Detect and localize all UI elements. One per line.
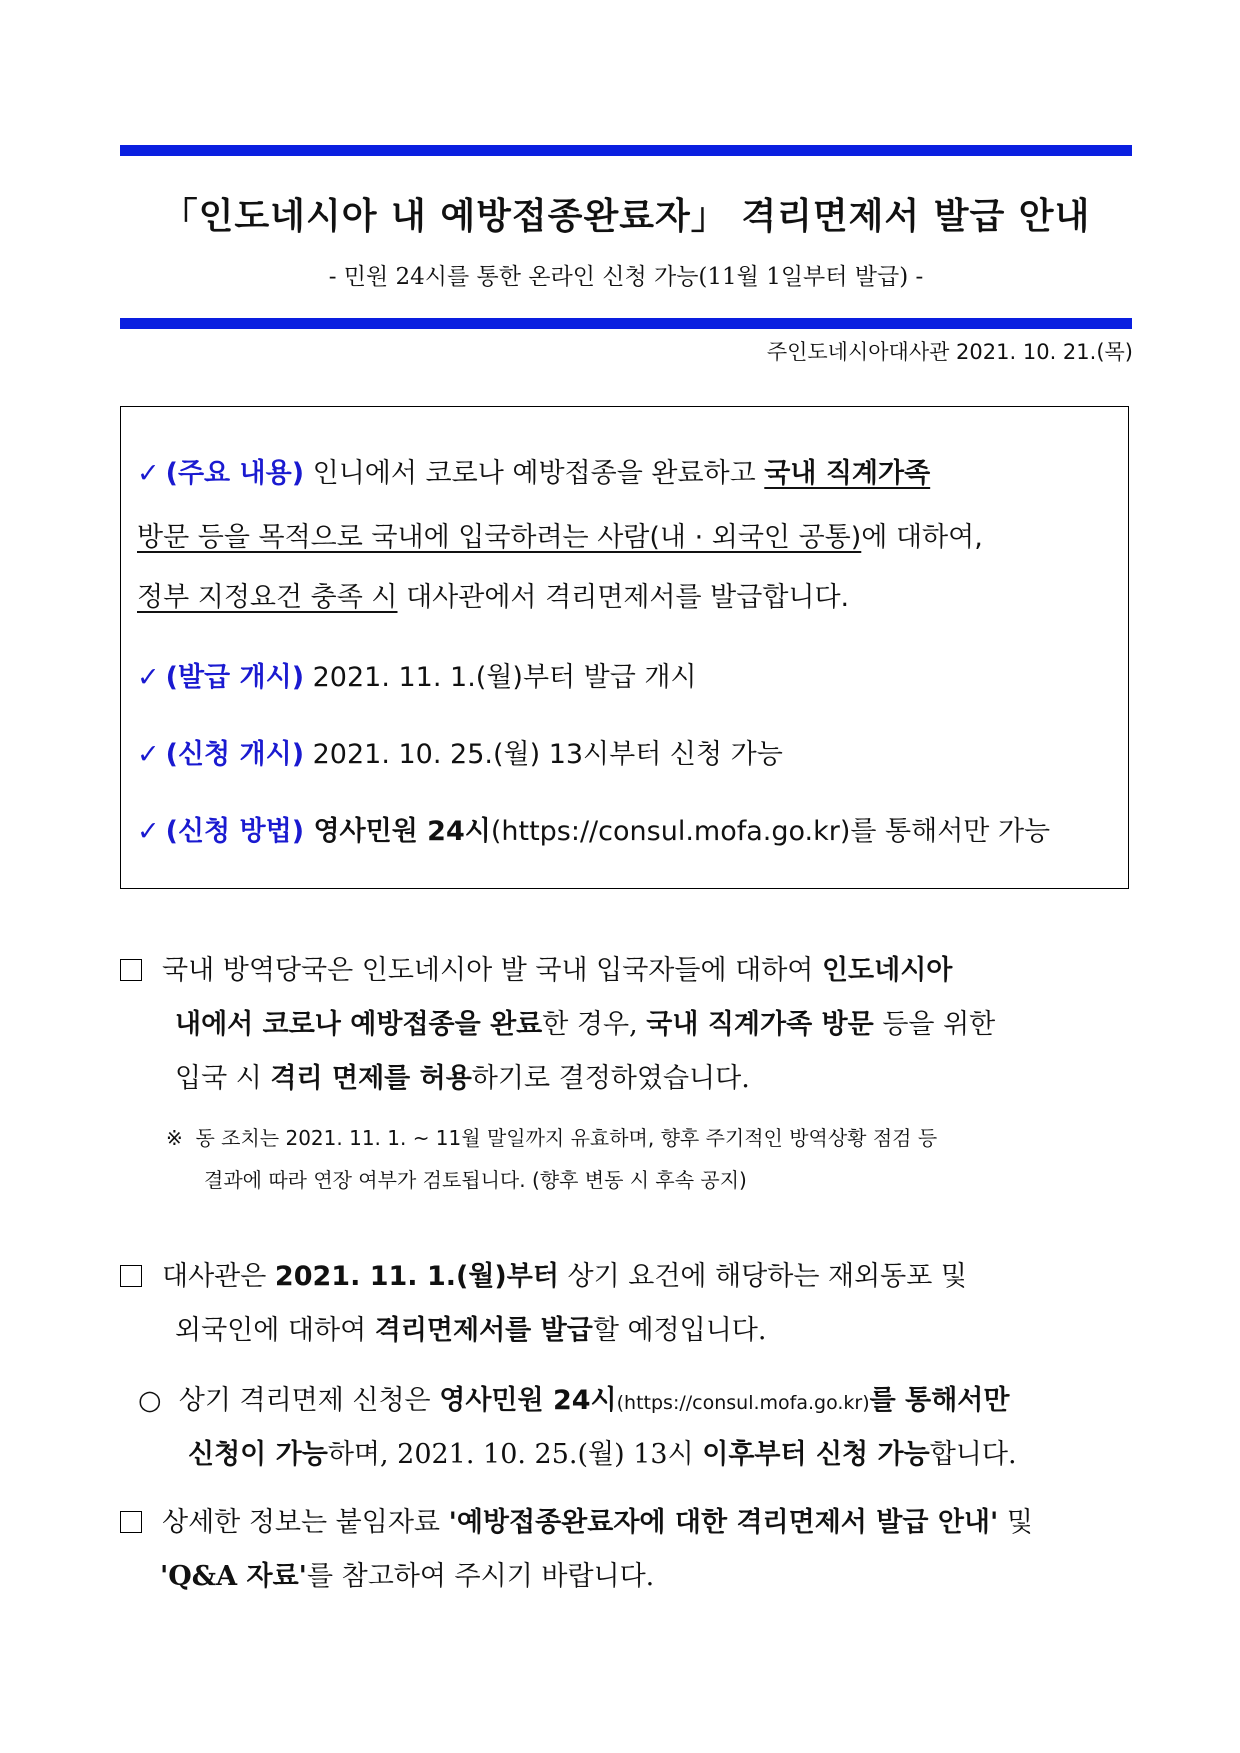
- page-title: 「인도네시아 내 예방접종완료자」 격리면제서 발급 안내: [161, 196, 1091, 237]
- apply-label: (신청 개시): [165, 739, 305, 770]
- check-icon: ✓: [137, 662, 160, 693]
- s3-text-1a: 상세한 정보는 붙임자료: [162, 1507, 449, 1538]
- apply-text: 2021. 10. 25.(월) 13시부터 신청 가능: [304, 739, 783, 770]
- note-text-2: 결과에 따라 연장 여부가 검토됩니다. (향후 변동 시 후속 공지): [204, 1168, 747, 1192]
- note-text-1: 동 조치는 2021. 11. 1. ~ 11월 말일까지 유효하며, 향후 주기적인 방역상황 점검 등: [195, 1126, 938, 1150]
- section2-bullet-line2: [188, 1432, 1017, 1471]
- main-text-1: 인니에서 코로나 예방접종을 완료하고: [304, 458, 765, 489]
- summary-item-main: [137, 451, 930, 490]
- check-icon: ✓: [137, 816, 160, 847]
- issuer-date: 주인도네시아대사관 2021. 10. 21.(목): [766, 340, 1133, 364]
- s2-text-1c: 상기 요건에 해당하는 재외동포 및: [558, 1261, 967, 1292]
- title-block: [120, 158, 1132, 318]
- main-under-2: 방문 등을 목적으로 국내에 입국하려는 사람(내 · 외국인 공통): [137, 522, 862, 553]
- s1-bold-b: 인도네시아: [821, 955, 953, 986]
- section2-line1: [120, 1254, 967, 1293]
- section1-line1: [120, 948, 952, 987]
- s2-bold-b2a: 신청이 가능: [188, 1439, 328, 1470]
- s1-bold-2c: 국내 직계가족 방문: [646, 1009, 874, 1040]
- s3-text-2c: 를 참고하여 주시기 바랍니다.: [306, 1561, 655, 1592]
- summary-item-apply: [137, 732, 783, 771]
- method-bold: 영사민원 24시: [304, 816, 491, 847]
- circle-bullet-icon: ○: [138, 1385, 162, 1416]
- s2-text-b2d: 합니다.: [929, 1439, 1017, 1470]
- section3-line2: [160, 1554, 654, 1593]
- s2-bold-b2c: 이후부터 신청 가능: [702, 1439, 930, 1470]
- section1-line3: [175, 1056, 750, 1095]
- checkbox-square-icon: [120, 1265, 142, 1287]
- method-text: (https://consul.mofa.go.kr)를 통해서만 가능: [490, 816, 1051, 847]
- main-text-3: 대사관에서 격리면제서를 발급합니다.: [397, 582, 850, 613]
- summary-item-main-line3: [137, 575, 849, 614]
- summary-item-issue: [137, 655, 697, 694]
- s2-text-2a: 외국인에 대하여: [175, 1315, 375, 1346]
- s2-text-b1a: 상기 격리면제 신청은: [178, 1385, 440, 1416]
- s1-text-3c: 하기로 결정하였습니다.: [471, 1063, 750, 1094]
- s1-bold-2a: 내에서 코로나 예방접종을 완료: [175, 1009, 543, 1040]
- s2-bold-1b: 2021. 11. 1.(월)부터: [274, 1261, 559, 1292]
- s2-bold-b1d: 를 통해서만: [869, 1385, 1010, 1416]
- s1-text-2d: 등을 위한: [873, 1009, 996, 1040]
- section2-bullet-line1: [138, 1378, 1009, 1417]
- s1-text-2b: 한 경우,: [542, 1009, 647, 1040]
- s2-text-b2b: 하며, 2021. 10. 25.(월) 13시: [327, 1439, 703, 1470]
- summary-item-main-line2: [137, 515, 983, 554]
- s2-bold-2b: 격리면제서를 발급: [374, 1315, 593, 1346]
- section1-note-line1: [166, 1122, 937, 1151]
- method-label: (신청 방법): [165, 816, 305, 847]
- reference-mark-icon: ※: [166, 1126, 183, 1150]
- issue-text: 2021. 11. 1.(월)부터 발급 개시: [304, 662, 697, 693]
- s3-text-1c: 및: [998, 1507, 1033, 1538]
- checkbox-square-icon: [120, 1511, 142, 1533]
- checkbox-square-icon: [120, 959, 142, 981]
- s2-url-b1c: (https://consul.mofa.go.kr): [616, 1392, 870, 1414]
- s1-text-3a: 입국 시: [175, 1063, 271, 1094]
- s2-text-2c: 할 예정입니다.: [592, 1315, 767, 1346]
- check-icon: ✓: [137, 458, 160, 489]
- section1-line2: [175, 1002, 995, 1041]
- summary-item-method: [137, 809, 1050, 848]
- summary-box: [120, 406, 1129, 889]
- check-icon: ✓: [137, 739, 160, 770]
- main-text-2: 에 대하여,: [861, 522, 983, 553]
- issue-label: (발급 개시): [165, 662, 305, 693]
- s2-bold-b1b: 영사민원 24시: [439, 1385, 617, 1416]
- bottom-blue-bar: [120, 318, 1132, 329]
- s1-bold-3b: 격리 면제를 허용: [270, 1063, 472, 1094]
- s3-bold-1b: '예방접종완료자에 대한 격리면제서 발급 안내': [448, 1507, 999, 1538]
- top-blue-bar: [120, 145, 1132, 156]
- main-under-1: 국내 직계가족: [764, 458, 931, 489]
- main-label: (주요 내용): [165, 458, 305, 489]
- s1-text-a: 국내 방역당국은 인도네시아 발 국내 입국자들에 대하여: [162, 955, 822, 986]
- s2-text-1a: 대사관은: [162, 1261, 275, 1292]
- main-under-3: 정부 지정요건 충족 시: [137, 582, 398, 613]
- page-subtitle: - 민원 24시를 통한 온라인 신청 가능(11월 1일부터 발급) -: [328, 264, 924, 290]
- section1-note-line2: [204, 1164, 747, 1193]
- section2-line2: [175, 1308, 766, 1347]
- s3-bold-2b: 'Q&A 자료': [160, 1561, 307, 1592]
- section3-line1: [120, 1500, 1033, 1539]
